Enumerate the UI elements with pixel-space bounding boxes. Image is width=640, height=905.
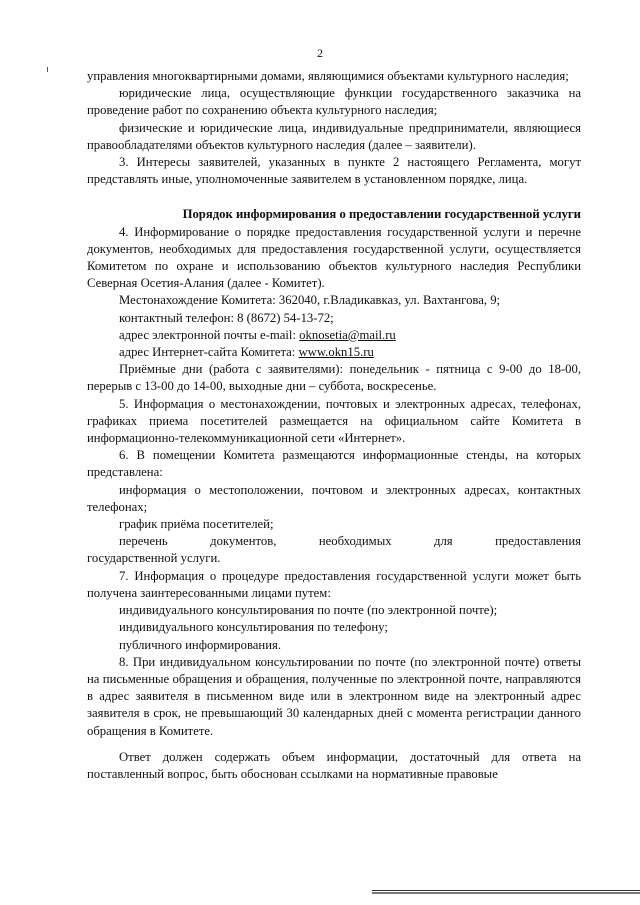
document-body	[87, 68, 581, 783]
method-phone: индивидуального консультирования по телефону;	[119, 620, 388, 635]
word: документов,	[210, 534, 277, 549]
paragraph-7: 7. Информация о процедуре предоставления государственной услуги может быть получена заинтересованными лицами путем:	[87, 568, 581, 600]
committee-email-line	[87, 327, 581, 344]
word: для	[434, 534, 453, 549]
method-public: публичного информирования.	[119, 637, 281, 652]
scan-edge-line	[372, 892, 640, 894]
paragraph-gap	[87, 740, 581, 749]
paragraph-3: 3. Интересы заявителей, указанных в пункте 2 настоящего Регламента, могут представлять иные, уполномоченные заявителем в установленном порядке, лица.	[87, 155, 581, 187]
stand-item-location: информация о местоположении, почтовом и электронных адресах, контактных телефонах;	[87, 482, 581, 514]
paragraph-4: 4. Информирование о порядке предоставления государственной услуги и перечне документов, необходимых для предоставления государственной услуги, осуществляется Комитетом по охране и использованию объектов культурного наследия Республики Северная Осетия-Алания (далее - Комитет).	[87, 224, 581, 291]
reception-hours: Приёмные дни (работа с заявителями): понедельник - пятница с 9-00 до 18-00, перерыв с 13-00 до 14-00, выходные дни – суббота, воскресенье.	[87, 362, 581, 394]
email-link[interactable]: oknosetia@mail.ru	[299, 327, 396, 342]
site-label: адрес Интернет-сайта Комитета:	[119, 345, 299, 360]
section-heading: Порядок информирования о предоставлении государственной услуги	[182, 207, 581, 222]
paragraph-5: 5. Информация о местонахождении, почтовых и электронных адресах, телефонах, графиках приема посетителей размещается на официальном сайте Комитета в информационно-телекоммуникационной сети «Интернет».	[87, 396, 581, 446]
stand-item-documents	[87, 533, 581, 550]
paragraph-applicants: физические и юридические лица, индивидуальные предприниматели, являющиеся правообладателями объектов культурного наследия (далее – заявители).	[87, 120, 581, 152]
paragraph-answer: Ответ должен содержать объем информации, достаточный для ответа на поставленный вопрос, быть обоснован ссылками на нормативные правовые	[87, 749, 581, 781]
site-link[interactable]: www.okn15.ru	[298, 345, 374, 360]
paragraph-continuation: управления многоквартирными домами, являющимися объектами культурного наследия;	[87, 69, 569, 83]
paragraph-8: 8. При индивидуальном консультировании по почте (по электронной почте) ответы на письменные обращения и обращения, полученные по электронной почте, направляются в адрес заявителя в письменном виде или в электронном виде на электронный адрес заявителя в срок, не превышающий 30 календарных дней с момента регистрации данного обращения в Комитете.	[87, 654, 581, 738]
margin-mark	[47, 67, 48, 72]
section-gap	[87, 188, 581, 197]
word: необходимых	[318, 534, 392, 549]
committee-address: Местонахождение Комитета: 362040, г.Владикавказ, ул. Вахтангова, 9;	[119, 293, 501, 308]
stand-item-documents-tail: государственной услуги.	[87, 551, 221, 566]
paragraph-legal-entities: юридические лица, осуществляющие функции государственного заказчика на проведение работ по сохранению объекта культурного наследия;	[87, 86, 581, 118]
section-gap	[87, 197, 581, 206]
committee-site-line	[87, 344, 581, 361]
email-label: адрес электронной почты e-mail:	[119, 327, 300, 342]
word: перечень	[119, 534, 168, 549]
word: предоставления	[495, 534, 581, 549]
stand-item-schedule: график приёма посетителей;	[119, 517, 274, 532]
scan-edge-line	[372, 890, 640, 891]
committee-phone: контактный телефон: 8 (8672) 54-13-72;	[119, 310, 334, 325]
method-mail: индивидуального консультирования по почте (по электронной почте);	[119, 603, 498, 618]
paragraph-6: 6. В помещении Комитета размещаются информационные стенды, на которых представлена:	[87, 448, 581, 480]
page-number: 2	[317, 46, 323, 60]
